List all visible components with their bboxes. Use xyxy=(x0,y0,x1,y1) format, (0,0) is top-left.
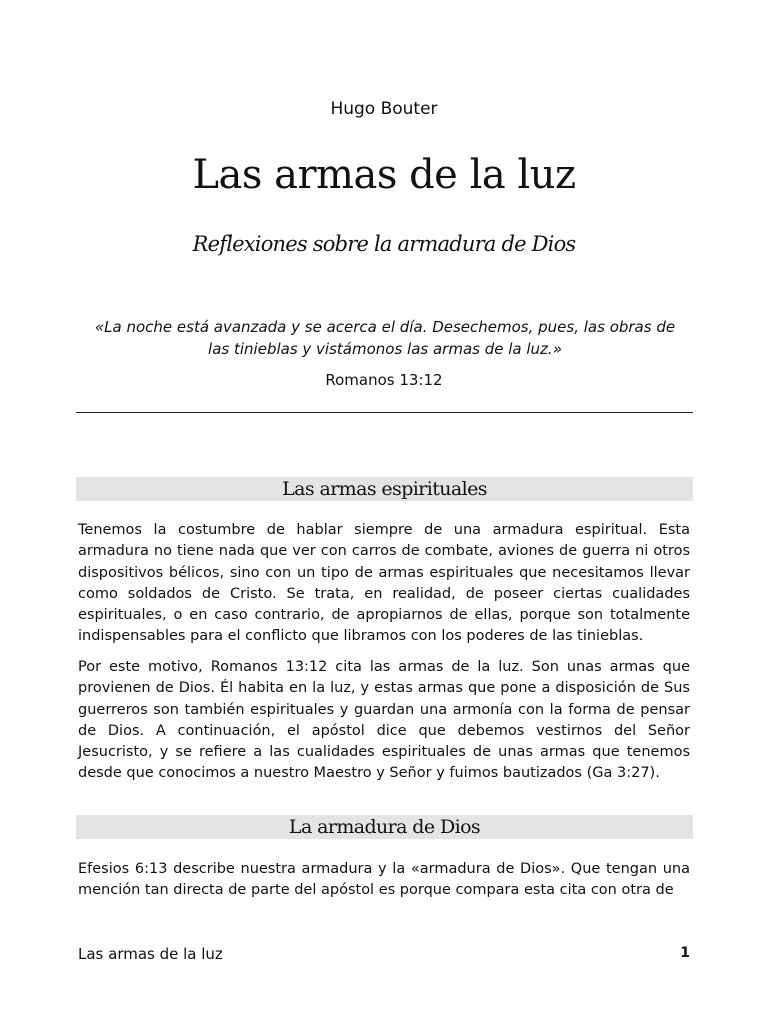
author-name: Hugo Bouter xyxy=(330,99,438,119)
paragraph-3: Efesios 6:13 describe nuestra armadura y la «armadura de Dios». Que tengan una mención tan directa de parte del apóstol es porque compara esta cita con otra de xyxy=(78,861,690,899)
section-heading-armas-espirituales: Las armas espirituales xyxy=(76,477,693,501)
document-title: Las armas de la luz xyxy=(192,152,576,198)
paragraph-2: Por este motivo, Romanos 13:12 cita las armas de la luz. Son unas armas que provienen de Dios. Él habita en la luz, y estas armas que pone a disposición de Sus guerreros son también espirituales y guardan una armonía con la forma de pensar de Dios. A continuación, el apóstol dice que debemos vestirnos del Señor Jesucristo, y se refiere a las cualidades espirituales de unas armas que tenemos desde que conocimos a nuestro Maestro y Señor y fuimos bautizados (Ga 3:27). xyxy=(78,659,690,782)
page-number: 1 xyxy=(680,945,690,961)
horizontal-divider xyxy=(76,412,693,413)
footer-running-title: Las armas de la luz xyxy=(78,945,223,963)
epigraph-reference: Romanos 13:12 xyxy=(325,371,443,389)
paragraph-1: Tenemos la costumbre de hablar siempre de una armadura espiritual. Esta armadura no tiene nada que ver con carros de combate, aviones de guerra ni otros dispositivos bélicos, sino con un tipo de armas espirituales que necesitamos llevar como soldados de Cristo. Se trata, en realidad, de poseer ciertas cualidades espirituales, o en caso contrario, de apropiarnos de ellas, porque son totalmente indispensables para el conflicto que libramos con los poderes de las tinieblas. xyxy=(78,522,690,645)
document-subtitle: Reflexiones sobre la armadura de Dios xyxy=(192,232,576,256)
section-heading-armadura-de-dios: La armadura de Dios xyxy=(76,815,693,839)
epigraph-quote: «La noche está avanzada y se acerca el día. Desechemos, pues, las obras de las tinieblas y vistámonos las armas de la luz.» xyxy=(94,318,676,358)
